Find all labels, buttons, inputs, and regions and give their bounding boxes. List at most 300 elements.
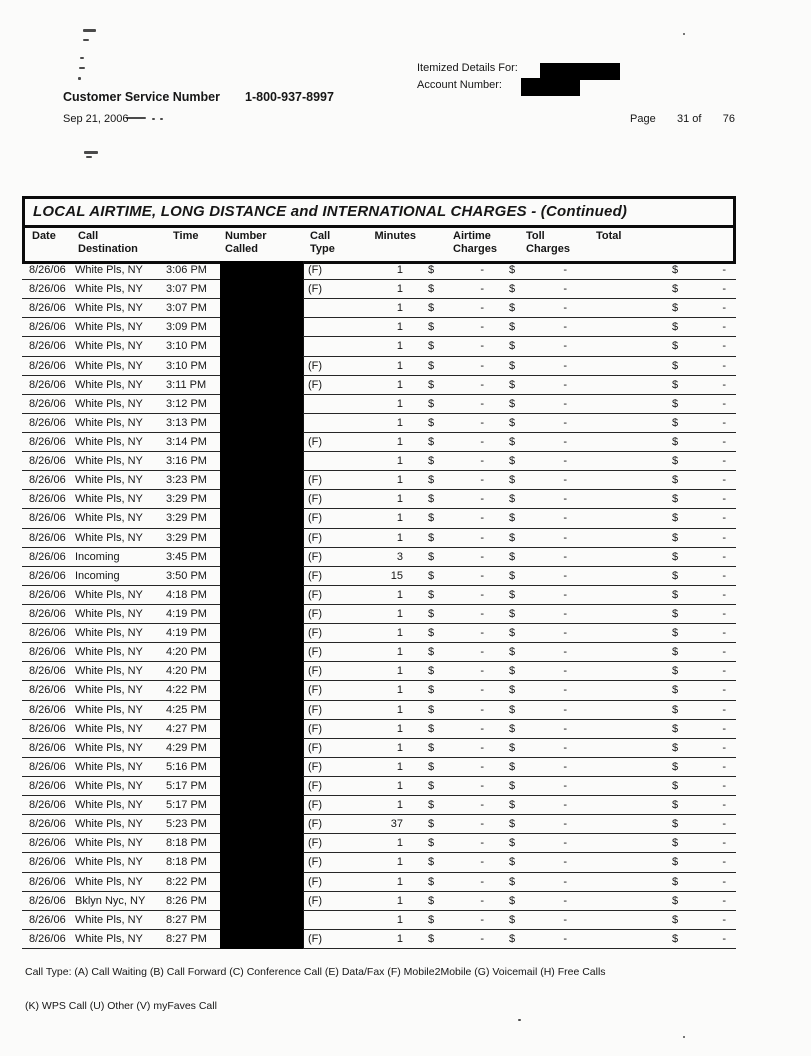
cell-destination: White Pls, NY [75,760,143,773]
cell-airtime-charges: $ - [428,340,484,353]
table-row [22,739,736,758]
redacted-account-number [521,78,580,96]
cell-airtime-charges: $ - [428,837,484,850]
table-row [22,834,736,853]
cell-total: $ - [672,684,726,697]
cell-destination: White Pls, NY [75,646,143,659]
cell-toll-charges: $ - [509,569,567,582]
cell-call-type: (F) [303,930,367,948]
cell-destination: White Pls, NY [75,588,143,601]
cell-call-type: (F) [303,739,367,757]
cell-time: 3:29 PM [166,493,207,506]
cell-call-type: (F) [303,433,367,451]
cell-time: 4:20 PM [166,646,207,659]
cell-airtime-charges: $ - [428,436,484,449]
cell-total: $ - [672,359,726,372]
cell-time: 3:29 PM [166,512,207,525]
cell-total: $ - [672,932,726,945]
cell-date: 8/26/06 [29,894,66,907]
table-row [22,509,736,528]
scan-artifact [518,1019,521,1021]
column-header: Number Called [225,230,267,255]
cell-time: 3:09 PM [166,321,207,334]
cell-total: $ - [672,588,726,601]
cell-date: 8/26/06 [29,397,66,410]
cell-date: 8/26/06 [29,780,66,792]
cell-minutes: 1 [396,512,403,525]
cell-destination: White Pls, NY [75,837,143,850]
cell-total: $ - [672,436,726,449]
cell-toll-charges: $ - [509,780,567,792]
cell-time: 4:27 PM [166,722,207,735]
cell-call-type: (F) [303,796,367,814]
cell-call-type [303,299,367,317]
call-type-legend-line2: (K) WPS Call (U) Other (V) myFaves Call [25,1000,217,1012]
cell-total: $ - [672,780,726,792]
cell-minutes: 1 [396,397,403,410]
cell-time: 5:17 PM [166,780,207,792]
cell-minutes: 1 [396,588,403,601]
cell-destination: White Pls, NY [75,416,143,429]
cell-minutes: 1 [396,378,403,391]
cell-airtime-charges: $ - [428,512,484,525]
cell-airtime-charges: $ - [428,722,484,735]
cell-toll-charges: $ - [509,531,567,544]
cell-airtime-charges: $ - [428,531,484,544]
cell-toll-charges: $ - [509,818,567,831]
cell-call-type: (F) [303,681,367,699]
cell-airtime-charges: $ - [428,608,484,621]
table-row [22,758,736,777]
cell-date: 8/26/06 [29,474,66,487]
cell-total: $ - [672,493,726,506]
cell-toll-charges: $ - [509,264,567,277]
cell-destination: White Pls, NY [75,932,143,945]
table-row [22,701,736,720]
cell-time: 4:29 PM [166,741,207,754]
cell-date: 8/26/06 [29,302,66,315]
cell-time: 8:22 PM [166,875,207,888]
cell-call-type: (F) [303,529,367,547]
cell-airtime-charges: $ - [428,780,484,792]
scan-artifact [683,1036,685,1038]
cell-total: $ - [672,760,726,773]
itemized-details-label: Itemized Details For: [417,62,518,74]
charges-table-header-box [22,196,736,264]
cell-time: 3:13 PM [166,416,207,429]
table-row [22,777,736,796]
table-row [22,873,736,892]
cell-time: 5:23 PM [166,818,207,831]
cell-time: 8:27 PM [166,932,207,945]
cell-minutes: 1 [396,531,403,544]
cell-minutes: 37 [390,818,403,831]
cell-destination: White Pls, NY [75,741,143,754]
scan-artifact [86,156,92,158]
cell-airtime-charges: $ - [428,493,484,506]
cell-total: $ - [672,340,726,353]
cell-call-type: (F) [303,892,367,910]
cell-date: 8/26/06 [29,799,66,812]
cell-total: $ - [672,264,726,277]
table-title: LOCAL AIRTIME, LONG DISTANCE and INTERNATIONAL CHARGES - (Continued) [25,199,733,228]
cell-destination: White Pls, NY [75,302,143,315]
cell-minutes: 1 [396,703,403,716]
cell-date: 8/26/06 [29,932,66,945]
cell-destination: White Pls, NY [75,665,143,678]
table-row [22,567,736,586]
scan-artifact [79,67,85,69]
cell-airtime-charges: $ - [428,359,484,372]
cell-date: 8/26/06 [29,378,66,391]
table-row [22,490,736,509]
table-row [22,529,736,548]
cell-total: $ - [672,875,726,888]
cell-date: 8/26/06 [29,512,66,525]
cell-call-type: (F) [303,701,367,719]
cell-date: 8/26/06 [29,646,66,659]
cell-airtime-charges: $ - [428,818,484,831]
cell-airtime-charges: $ - [428,283,484,296]
cell-date: 8/26/06 [29,550,66,563]
cell-airtime-charges: $ - [428,856,484,869]
cell-call-type: (F) [303,605,367,623]
column-header: Time [173,230,199,242]
cell-toll-charges: $ - [509,665,567,678]
statement-date: Sep 21, 2006 [63,113,129,125]
cell-destination: White Pls, NY [75,474,143,487]
scan-artifact [78,77,81,80]
cell-time: 8:27 PM [166,913,207,926]
cell-toll-charges: $ - [509,436,567,449]
cell-airtime-charges: $ - [428,550,484,563]
table-row [22,892,736,911]
table-row [22,471,736,490]
cell-toll-charges: $ - [509,493,567,506]
table-row [22,337,736,356]
cell-time: 3:50 PM [166,569,207,582]
table-row [22,624,736,643]
cell-destination: White Pls, NY [75,703,143,716]
table-row [22,548,736,567]
cell-time: 3:45 PM [166,550,207,563]
cell-destination: Bklyn Nyc, NY [75,894,146,907]
cell-time: 8:18 PM [166,837,207,850]
cell-airtime-charges: $ - [428,378,484,391]
cell-call-type [303,414,367,432]
cell-airtime-charges: $ - [428,665,484,678]
page-total: 76 [722,113,735,125]
cell-call-type [303,911,367,929]
cell-time: 5:16 PM [166,760,207,773]
cell-date: 8/26/06 [29,837,66,850]
scan-artifact [152,118,155,120]
cell-total: $ - [672,627,726,640]
cell-time: 4:22 PM [166,684,207,697]
call-type-legend-line1: Call Type: (A) Call Waiting (B) Call Forward (C) Conference Call (E) Data/Fax (F) Mobile2Mobile (G) Voicemail (H) Free Calls [25,966,606,978]
cell-call-type [303,395,367,413]
cell-minutes: 1 [396,780,403,792]
cell-destination: Incoming [75,569,120,582]
cell-toll-charges: $ - [509,627,567,640]
cell-call-type: (F) [303,624,367,642]
table-row [22,414,736,433]
cell-toll-charges: $ - [509,837,567,850]
cell-total: $ - [672,512,726,525]
cell-total: $ - [672,608,726,621]
cell-destination: White Pls, NY [75,627,143,640]
cell-destination: White Pls, NY [75,264,143,277]
column-header: Minutes [374,230,416,242]
cell-call-type: (F) [303,720,367,738]
cell-time: 4:18 PM [166,588,207,601]
cell-call-type: (F) [303,777,367,795]
cell-call-type: (F) [303,586,367,604]
cell-call-type: (F) [303,662,367,680]
cell-toll-charges: $ - [509,588,567,601]
cell-date: 8/26/06 [29,741,66,754]
cell-date: 8/26/06 [29,416,66,429]
cell-minutes: 1 [396,760,403,773]
cell-date: 8/26/06 [29,703,66,716]
cell-toll-charges: $ - [509,455,567,468]
cell-total: $ - [672,741,726,754]
cell-date: 8/26/06 [29,665,66,678]
cell-total: $ - [672,722,726,735]
cell-date: 8/26/06 [29,913,66,926]
cell-total: $ - [672,550,726,563]
cell-airtime-charges: $ - [428,397,484,410]
cell-minutes: 1 [396,799,403,812]
cell-total: $ - [672,397,726,410]
cell-airtime-charges: $ - [428,913,484,926]
column-header: Total [596,230,622,242]
cell-destination: White Pls, NY [75,436,143,449]
table-row [22,318,736,337]
cell-total: $ - [672,703,726,716]
cell-airtime-charges: $ - [428,416,484,429]
scan-artifact [84,151,98,154]
cell-destination: White Pls, NY [75,799,143,812]
cell-total: $ - [672,818,726,831]
cell-date: 8/26/06 [29,722,66,735]
cell-time: 4:25 PM [166,703,207,716]
account-number-label: Account Number: [417,79,502,91]
scan-artifact [126,117,146,119]
cell-toll-charges: $ - [509,722,567,735]
cell-date: 8/26/06 [29,588,66,601]
cell-date: 8/26/06 [29,283,66,296]
cell-time: 5:17 PM [166,799,207,812]
cell-time: 3:23 PM [166,474,207,487]
cell-date: 8/26/06 [29,493,66,506]
table-row [22,911,736,930]
cell-time: 3:07 PM [166,302,207,315]
cell-total: $ - [672,321,726,334]
cell-call-type: (F) [303,261,367,279]
cell-call-type: (F) [303,873,367,891]
cell-call-type: (F) [303,567,367,585]
cell-call-type: (F) [303,280,367,298]
cell-call-type: (F) [303,490,367,508]
cell-date: 8/26/06 [29,340,66,353]
cell-call-type: (F) [303,834,367,852]
cell-destination: White Pls, NY [75,722,143,735]
cell-date: 8/26/06 [29,321,66,334]
table-row [22,605,736,624]
cell-call-type: (F) [303,357,367,375]
cell-time: 3:11 PM [166,378,207,391]
cell-total: $ - [672,283,726,296]
cell-time: 8:26 PM [166,894,207,907]
cell-toll-charges: $ - [509,359,567,372]
cell-destination: White Pls, NY [75,608,143,621]
cell-minutes: 1 [396,932,403,945]
cell-total: $ - [672,856,726,869]
table-row [22,433,736,452]
cell-minutes: 1 [396,627,403,640]
cell-call-type: (F) [303,376,367,394]
table-row [22,662,736,681]
cell-minutes: 1 [396,875,403,888]
table-row [22,261,736,280]
cell-toll-charges: $ - [509,550,567,563]
cell-time: 3:10 PM [166,340,207,353]
cell-airtime-charges: $ - [428,741,484,754]
cell-toll-charges: $ - [509,378,567,391]
cell-airtime-charges: $ - [428,932,484,945]
cell-toll-charges: $ - [509,741,567,754]
column-header: Date [32,230,56,242]
table-row [22,815,736,834]
table-header-row [25,228,733,261]
cell-total: $ - [672,569,726,582]
cell-airtime-charges: $ - [428,875,484,888]
scan-artifact [83,29,96,32]
cell-toll-charges: $ - [509,283,567,296]
cell-minutes: 1 [396,436,403,449]
cell-minutes: 1 [396,646,403,659]
cell-time: 3:12 PM [166,397,207,410]
cell-airtime-charges: $ - [428,760,484,773]
cell-airtime-charges: $ - [428,703,484,716]
table-row [22,681,736,700]
call-table-body [22,261,736,949]
cell-time: 4:19 PM [166,627,207,640]
cell-total: $ - [672,416,726,429]
cell-time: 4:20 PM [166,665,207,678]
cell-toll-charges: $ - [509,608,567,621]
column-header: Toll Charges [526,230,571,255]
cell-airtime-charges: $ - [428,894,484,907]
cell-destination: White Pls, NY [75,283,143,296]
table-row [22,643,736,662]
cell-total: $ - [672,455,726,468]
cell-airtime-charges: $ - [428,302,484,315]
cell-total: $ - [672,646,726,659]
cell-destination: White Pls, NY [75,493,143,506]
table-row [22,586,736,605]
table-row [22,376,736,395]
page-current: 31 of [676,113,702,125]
cell-airtime-charges: $ - [428,684,484,697]
column-header: Call Destination [78,230,138,255]
cell-toll-charges: $ - [509,932,567,945]
cell-destination: White Pls, NY [75,359,143,372]
cell-destination: White Pls, NY [75,321,143,334]
cell-toll-charges: $ - [509,703,567,716]
cell-minutes: 1 [396,722,403,735]
cell-call-type: (F) [303,471,367,489]
cell-total: $ - [672,913,726,926]
cell-time: 3:16 PM [166,455,207,468]
cell-date: 8/26/06 [29,760,66,773]
column-header: Call Type [310,230,335,255]
table-row [22,395,736,414]
cell-date: 8/26/06 [29,856,66,869]
cell-minutes: 1 [396,283,403,296]
column-header: Airtime Charges [453,230,498,255]
cell-destination: White Pls, NY [75,378,143,391]
cell-total: $ - [672,894,726,907]
customer-service-label: Customer Service Number [63,90,221,104]
cell-call-type [303,337,367,355]
cell-minutes: 1 [396,665,403,678]
cell-call-type: (F) [303,643,367,661]
cell-minutes: 1 [396,455,403,468]
cell-destination: White Pls, NY [75,780,143,792]
cell-time: 3:14 PM [166,436,207,449]
cell-total: $ - [672,474,726,487]
cell-airtime-charges: $ - [428,321,484,334]
cell-toll-charges: $ - [509,684,567,697]
cell-toll-charges: $ - [509,302,567,315]
cell-time: 3:10 PM [166,359,207,372]
cell-destination: White Pls, NY [75,340,143,353]
cell-minutes: 3 [396,550,403,563]
page-label: Page [630,113,656,125]
scan-artifact [80,57,84,59]
cell-time: 4:19 PM [166,608,207,621]
cell-date: 8/26/06 [29,455,66,468]
scan-artifact [683,33,685,35]
cell-minutes: 1 [396,493,403,506]
cell-total: $ - [672,531,726,544]
cell-minutes: 1 [396,340,403,353]
cell-destination: White Pls, NY [75,531,143,544]
cell-total: $ - [672,302,726,315]
table-row [22,720,736,739]
table-row [22,299,736,318]
cell-call-type: (F) [303,548,367,566]
cell-destination: White Pls, NY [75,397,143,410]
cell-toll-charges: $ - [509,321,567,334]
cell-toll-charges: $ - [509,474,567,487]
customer-service-number: 1-800-937-8997 [245,90,334,104]
table-row [22,452,736,471]
cell-call-type: (F) [303,853,367,871]
cell-airtime-charges: $ - [428,588,484,601]
cell-total: $ - [672,665,726,678]
cell-toll-charges: $ - [509,875,567,888]
cell-airtime-charges: $ - [428,455,484,468]
cell-destination: White Pls, NY [75,455,143,468]
cell-call-type [303,318,367,336]
cell-minutes: 1 [396,302,403,315]
cell-destination: White Pls, NY [75,512,143,525]
scan-artifact [160,118,163,120]
cell-toll-charges: $ - [509,760,567,773]
